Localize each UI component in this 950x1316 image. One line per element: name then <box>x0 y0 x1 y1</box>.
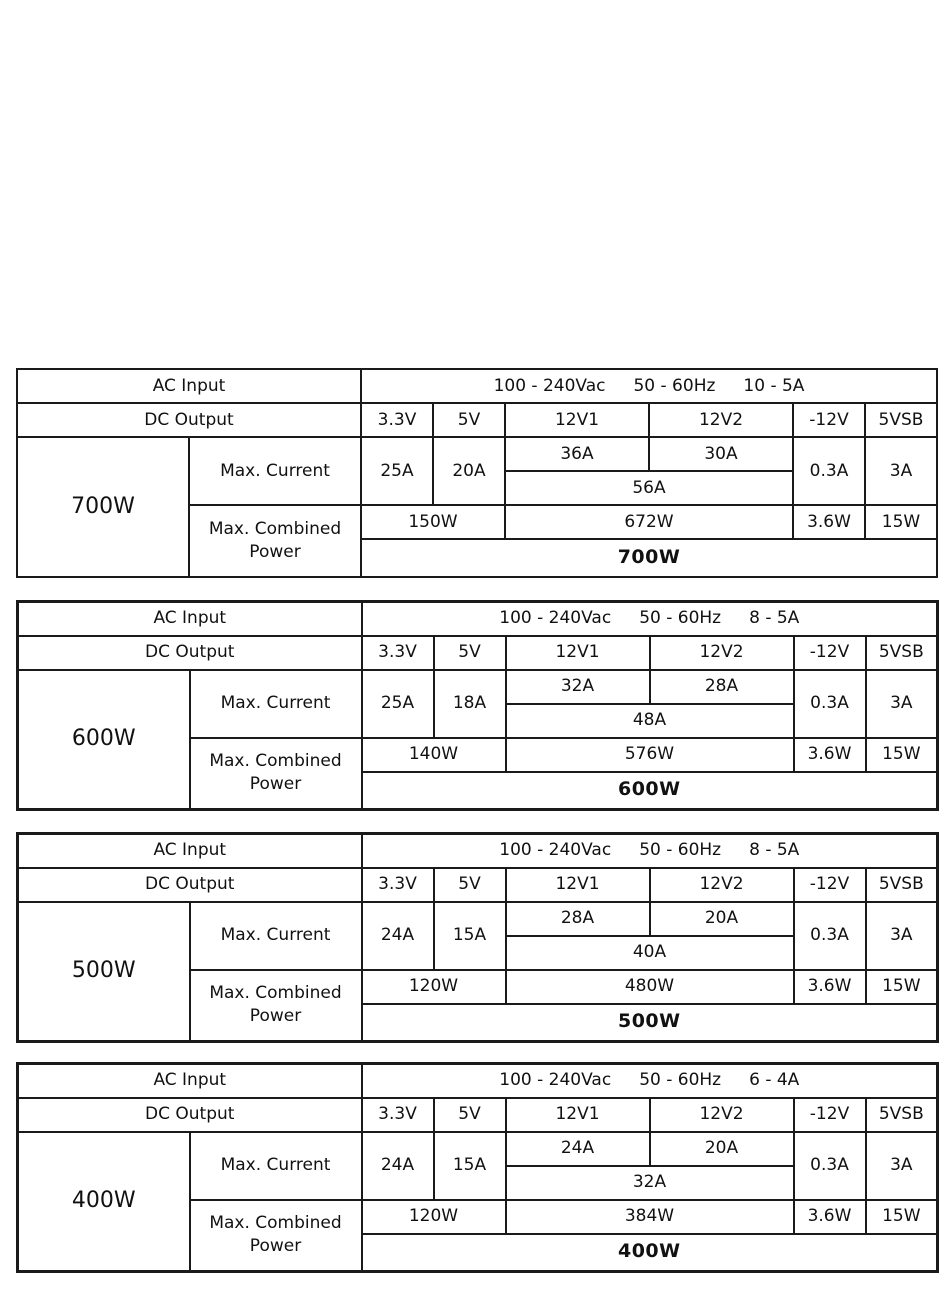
total-power: 600W <box>362 772 938 810</box>
spec-table-700w <box>16 368 938 578</box>
rail-5v-header: 5V <box>434 1098 506 1132</box>
max-combined-label-line2: Power <box>249 1006 302 1027</box>
ac-input-row <box>17 369 937 403</box>
rail-5vsb-header: 5VSB <box>866 868 938 902</box>
current-12v-combined: 48A <box>506 704 794 738</box>
ac-input-label: AC Input <box>17 369 361 403</box>
dc-output-label: DC Output <box>17 403 361 437</box>
max-combined-power-label <box>190 738 362 810</box>
dc-output-label: DC Output <box>18 868 362 902</box>
rail-5vsb-header: 5VSB <box>866 1098 938 1132</box>
rail-5v-header: 5V <box>434 636 506 670</box>
ac-input-row <box>18 834 938 868</box>
rail-5vsb-header: 5VSB <box>866 636 938 670</box>
spec-table-500w <box>16 832 939 1043</box>
ac-input-value <box>361 369 937 403</box>
current-12v1: 36A <box>505 437 649 471</box>
current-neg12v: 0.3A <box>794 670 866 738</box>
max-current-row <box>17 437 937 471</box>
rail-12v1-header: 12V1 <box>506 868 650 902</box>
ac-input-value <box>362 1064 938 1098</box>
max-combined-label-line2: Power <box>249 1236 302 1257</box>
max-combined-label-line1: Max. Combined <box>209 983 342 1004</box>
power-3v3-5v: 120W <box>362 970 506 1004</box>
current-12v-combined: 40A <box>506 936 794 970</box>
rail-12v1-header: 12V1 <box>506 1098 650 1132</box>
model-label: 400W <box>18 1132 190 1272</box>
ac-voltage: 100 - 240Vac <box>499 608 612 629</box>
ac-input-label: AC Input <box>18 1064 362 1098</box>
dc-output-label: DC Output <box>18 636 362 670</box>
dc-output-row <box>18 868 938 902</box>
current-neg12v: 0.3A <box>794 902 866 970</box>
power-5vsb: 15W <box>866 1200 938 1234</box>
power-12v: 576W <box>506 738 794 772</box>
model-label: 700W <box>17 437 189 577</box>
max-current-label: Max. Current <box>190 1132 362 1200</box>
ac-current: 8 - 5A <box>749 840 800 861</box>
ac-input-label: AC Input <box>18 602 362 636</box>
rail-3v3-header: 3.3V <box>362 636 434 670</box>
total-power: 400W <box>362 1234 938 1272</box>
current-neg12v: 0.3A <box>794 1132 866 1200</box>
ac-input-row <box>18 602 938 636</box>
power-12v: 672W <box>505 505 793 539</box>
power-neg12v: 3.6W <box>794 970 866 1004</box>
rail-12v1-header: 12V1 <box>506 636 650 670</box>
ac-frequency: 50 - 60Hz <box>639 1070 722 1091</box>
current-12v2: 20A <box>650 1132 794 1166</box>
ac-input-value <box>362 602 938 636</box>
power-neg12v: 3.6W <box>793 505 865 539</box>
power-5vsb: 15W <box>865 505 937 539</box>
model-label: 500W <box>18 902 190 1042</box>
max-combined-power-label <box>190 1200 362 1272</box>
current-12v-combined: 32A <box>506 1166 794 1200</box>
current-3v3: 25A <box>362 670 434 738</box>
ac-current: 8 - 5A <box>749 608 800 629</box>
rail-5v-header: 5V <box>433 403 505 437</box>
rail-neg12v-header: -12V <box>794 868 866 902</box>
rail-3v3-header: 3.3V <box>362 1098 434 1132</box>
rail-5v-header: 5V <box>434 868 506 902</box>
max-current-label: Max. Current <box>190 670 362 738</box>
ac-frequency: 50 - 60Hz <box>633 375 716 396</box>
max-combined-label-line1: Max. Combined <box>209 751 342 772</box>
rail-neg12v-header: -12V <box>794 636 866 670</box>
rail-12v2-header: 12V2 <box>649 403 793 437</box>
spec-table-600w <box>16 600 939 811</box>
rail-12v2-header: 12V2 <box>650 1098 794 1132</box>
current-5v: 15A <box>434 902 506 970</box>
current-5v: 18A <box>434 670 506 738</box>
ac-voltage: 100 - 240Vac <box>493 375 606 396</box>
max-combined-label-line1: Max. Combined <box>209 1213 342 1234</box>
current-3v3: 24A <box>362 902 434 970</box>
ac-voltage: 100 - 240Vac <box>499 1070 612 1091</box>
current-12v1: 32A <box>506 670 650 704</box>
total-power: 700W <box>361 539 937 577</box>
current-12v2: 30A <box>649 437 793 471</box>
ac-frequency: 50 - 60Hz <box>639 608 722 629</box>
rail-neg12v-header: -12V <box>793 403 865 437</box>
power-neg12v: 3.6W <box>794 1200 866 1234</box>
rail-3v3-header: 3.3V <box>361 403 433 437</box>
ac-input-value <box>362 834 938 868</box>
dc-output-label: DC Output <box>18 1098 362 1132</box>
rail-12v2-header: 12V2 <box>650 636 794 670</box>
current-5vsb: 3A <box>865 437 937 505</box>
current-neg12v: 0.3A <box>793 437 865 505</box>
rail-5vsb-header: 5VSB <box>865 403 937 437</box>
current-12v1: 28A <box>506 902 650 936</box>
current-5v: 20A <box>433 437 505 505</box>
max-combined-label-line1: Max. Combined <box>208 519 342 540</box>
ac-current: 10 - 5A <box>743 375 805 396</box>
power-5vsb: 15W <box>866 738 938 772</box>
max-combined-label-line2: Power <box>249 542 301 562</box>
current-5v: 15A <box>434 1132 506 1200</box>
rail-neg12v-header: -12V <box>794 1098 866 1132</box>
power-5vsb: 15W <box>866 970 938 1004</box>
max-combined-power-label <box>190 970 362 1042</box>
power-3v3-5v: 150W <box>361 505 505 539</box>
max-combined-label-line2: Power <box>249 774 302 795</box>
power-12v: 384W <box>506 1200 794 1234</box>
rail-12v1-header: 12V1 <box>505 403 649 437</box>
max-current-label: Max. Current <box>189 437 361 505</box>
ac-current: 6 - 4A <box>749 1070 800 1091</box>
power-3v3-5v: 120W <box>362 1200 506 1234</box>
rail-3v3-header: 3.3V <box>362 868 434 902</box>
max-current-row <box>18 1132 938 1166</box>
max-current-row <box>18 670 938 704</box>
ac-voltage: 100 - 240Vac <box>499 840 612 861</box>
power-3v3-5v: 140W <box>362 738 506 772</box>
current-12v2: 28A <box>650 670 794 704</box>
dc-output-row <box>18 1098 938 1132</box>
total-power: 500W <box>362 1004 938 1042</box>
current-5vsb: 3A <box>866 902 938 970</box>
max-current-label: Max. Current <box>190 902 362 970</box>
current-3v3: 25A <box>361 437 433 505</box>
power-12v: 480W <box>506 970 794 1004</box>
spec-table-400w <box>16 1062 939 1273</box>
current-12v2: 20A <box>650 902 794 936</box>
model-label: 600W <box>18 670 190 810</box>
current-5vsb: 3A <box>866 1132 938 1200</box>
rail-12v2-header: 12V2 <box>650 868 794 902</box>
max-combined-power-label <box>189 505 361 577</box>
current-12v1: 24A <box>506 1132 650 1166</box>
current-5vsb: 3A <box>866 670 938 738</box>
current-3v3: 24A <box>362 1132 434 1200</box>
ac-input-label: AC Input <box>18 834 362 868</box>
current-12v-combined: 56A <box>505 471 793 505</box>
ac-frequency: 50 - 60Hz <box>639 840 722 861</box>
ac-input-row <box>18 1064 938 1098</box>
dc-output-row <box>17 403 937 437</box>
dc-output-row <box>18 636 938 670</box>
power-neg12v: 3.6W <box>794 738 866 772</box>
max-current-row <box>18 902 938 936</box>
